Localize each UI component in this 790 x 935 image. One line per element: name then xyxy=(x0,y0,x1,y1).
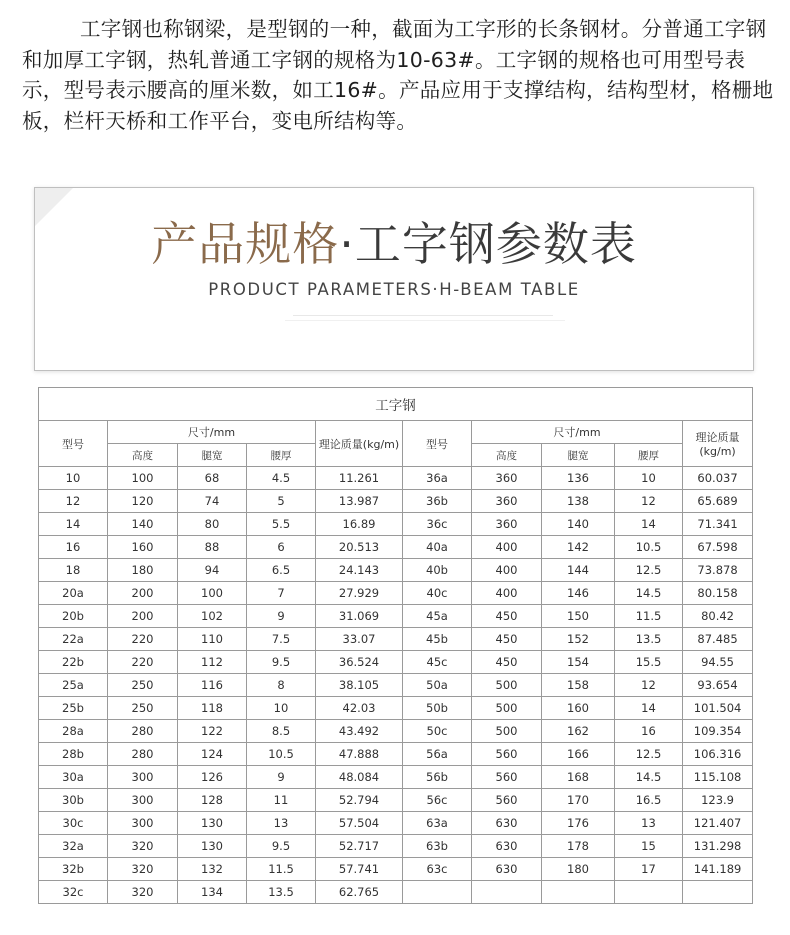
model-cell: 40c xyxy=(403,582,472,605)
table-row xyxy=(39,559,753,582)
mass-cell: 42.03 xyxy=(316,697,403,720)
waist-thickness-cell: 10 xyxy=(615,467,683,490)
mass-cell: 11.261 xyxy=(316,467,403,490)
model-cell: 50b xyxy=(403,697,472,720)
mass-cell: 36.524 xyxy=(316,651,403,674)
height-cell: 560 xyxy=(472,743,542,766)
waist-thickness-cell: 7.5 xyxy=(247,628,316,651)
height-cell: 250 xyxy=(108,697,178,720)
table-body xyxy=(39,467,753,904)
header-mass-right-line2: (kg/m) xyxy=(699,445,736,458)
model-cell: 18 xyxy=(39,559,108,582)
mass-cell: 93.654 xyxy=(683,674,753,697)
waist-thickness-cell: 16 xyxy=(615,720,683,743)
waist-thickness-cell: 11.5 xyxy=(247,858,316,881)
waist-thickness-cell: 8.5 xyxy=(247,720,316,743)
model-cell xyxy=(403,881,472,904)
leg-width-cell: 140 xyxy=(542,513,615,536)
mass-cell: 73.878 xyxy=(683,559,753,582)
waist-thickness-cell: 11 xyxy=(247,789,316,812)
banner-title-dot: · xyxy=(339,217,355,271)
waist-thickness-cell: 11.5 xyxy=(615,605,683,628)
banner-title xyxy=(35,216,753,272)
waist-thickness-cell: 5 xyxy=(247,490,316,513)
mass-cell: 80.42 xyxy=(683,605,753,628)
waist-thickness-cell: 9.5 xyxy=(247,835,316,858)
mass-cell: 16.89 xyxy=(316,513,403,536)
height-cell: 300 xyxy=(108,812,178,835)
leg-width-cell: 170 xyxy=(542,789,615,812)
table-row xyxy=(39,674,753,697)
model-cell: 56c xyxy=(403,789,472,812)
mass-cell: 33.07 xyxy=(316,628,403,651)
model-cell: 30a xyxy=(39,766,108,789)
waist-thickness-cell: 13 xyxy=(615,812,683,835)
height-cell: 500 xyxy=(472,720,542,743)
mass-cell: 38.105 xyxy=(316,674,403,697)
header-model-right: 型号 xyxy=(403,421,472,467)
leg-width-cell: 74 xyxy=(178,490,247,513)
height-cell: 220 xyxy=(108,628,178,651)
height-cell: 360 xyxy=(472,467,542,490)
model-cell: 14 xyxy=(39,513,108,536)
model-cell: 63c xyxy=(403,858,472,881)
header-waist-thickness: 腰厚 xyxy=(247,444,316,467)
height-cell: 560 xyxy=(472,766,542,789)
model-cell: 36b xyxy=(403,490,472,513)
height-cell: 400 xyxy=(472,559,542,582)
waist-thickness-cell: 12 xyxy=(615,490,683,513)
table-row xyxy=(39,467,753,490)
model-cell: 30c xyxy=(39,812,108,835)
waist-thickness-cell: 14 xyxy=(615,697,683,720)
height-cell: 250 xyxy=(108,674,178,697)
mass-cell: 94.55 xyxy=(683,651,753,674)
table-row xyxy=(39,881,753,904)
waist-thickness-cell: 6 xyxy=(247,536,316,559)
leg-width-cell: 162 xyxy=(542,720,615,743)
mass-cell: 60.037 xyxy=(683,467,753,490)
model-cell: 25b xyxy=(39,697,108,720)
model-cell: 22b xyxy=(39,651,108,674)
model-cell: 32b xyxy=(39,858,108,881)
table-row xyxy=(39,651,753,674)
height-cell: 630 xyxy=(472,858,542,881)
leg-width-cell: 128 xyxy=(178,789,247,812)
model-cell: 36a xyxy=(403,467,472,490)
table-row xyxy=(39,582,753,605)
mass-cell: 106.316 xyxy=(683,743,753,766)
waist-thickness-cell: 12 xyxy=(615,674,683,697)
leg-width-cell: 88 xyxy=(178,536,247,559)
leg-width-cell: 146 xyxy=(542,582,615,605)
leg-width-cell: 138 xyxy=(542,490,615,513)
height-cell: 300 xyxy=(108,766,178,789)
table-row xyxy=(39,858,753,881)
height-cell: 200 xyxy=(108,605,178,628)
leg-width-cell: 94 xyxy=(178,559,247,582)
waist-thickness-cell: 14.5 xyxy=(615,582,683,605)
leg-width-cell: 132 xyxy=(178,858,247,881)
waist-thickness-cell: 17 xyxy=(615,858,683,881)
mass-cell xyxy=(683,881,753,904)
table-row xyxy=(39,812,753,835)
mass-cell: 24.143 xyxy=(316,559,403,582)
model-cell: 40a xyxy=(403,536,472,559)
waist-thickness-cell: 15.5 xyxy=(615,651,683,674)
model-cell: 45b xyxy=(403,628,472,651)
header-mass: 理论质量(kg/m) xyxy=(316,421,403,467)
height-cell: 400 xyxy=(472,582,542,605)
intro-paragraph: 工字钢也称钢梁，是型钢的一种，截面为工字形的长条钢材。分普通工字钢和加厚工字钢，热轧普通工字钢的规格为10-63#。工字钢的规格也可用型号表示，型号表示腰高的厘米数，如工16#。产品应用于支撑结构，结构型材，格栅地板，栏杆天桥和工作平台，变电所结构等。 xyxy=(22,17,774,133)
model-cell: 32c xyxy=(39,881,108,904)
spec-table xyxy=(38,387,753,904)
leg-width-cell: 136 xyxy=(542,467,615,490)
height-cell: 300 xyxy=(108,789,178,812)
height-cell: 360 xyxy=(472,490,542,513)
leg-width-cell: 122 xyxy=(178,720,247,743)
header-height-right: 高度 xyxy=(472,444,542,467)
banner-title-part1: 产品规格 xyxy=(151,217,340,271)
header-height: 高度 xyxy=(108,444,178,467)
waist-thickness-cell: 6.5 xyxy=(247,559,316,582)
mass-cell: 123.9 xyxy=(683,789,753,812)
height-cell: 100 xyxy=(108,467,178,490)
leg-width-cell: 130 xyxy=(178,812,247,835)
header-size: 尺寸/mm xyxy=(108,421,316,444)
mass-cell: 131.298 xyxy=(683,835,753,858)
height-cell: 450 xyxy=(472,651,542,674)
model-cell: 50c xyxy=(403,720,472,743)
banner-title-part2: 工字钢参数表 xyxy=(354,217,637,271)
mass-cell: 62.765 xyxy=(316,881,403,904)
waist-thickness-cell: 10.5 xyxy=(247,743,316,766)
mass-cell: 52.794 xyxy=(316,789,403,812)
header-model: 型号 xyxy=(39,421,108,467)
leg-width-cell xyxy=(542,881,615,904)
waist-thickness-cell: 4.5 xyxy=(247,467,316,490)
leg-width-cell: 160 xyxy=(542,697,615,720)
waist-thickness-cell: 13.5 xyxy=(615,628,683,651)
table-row xyxy=(39,789,753,812)
header-waist-thickness-right: 腰厚 xyxy=(615,444,683,467)
height-cell: 630 xyxy=(472,835,542,858)
waist-thickness-cell: 9 xyxy=(247,766,316,789)
mass-cell: 101.504 xyxy=(683,697,753,720)
model-cell: 28a xyxy=(39,720,108,743)
model-cell: 10 xyxy=(39,467,108,490)
waist-thickness-cell: 13 xyxy=(247,812,316,835)
waist-thickness-cell: 8 xyxy=(247,674,316,697)
table-row xyxy=(39,743,753,766)
height-cell: 160 xyxy=(108,536,178,559)
table-row xyxy=(39,628,753,651)
mass-cell: 71.341 xyxy=(683,513,753,536)
header-leg-width-right: 腿宽 xyxy=(542,444,615,467)
model-cell: 63a xyxy=(403,812,472,835)
table-row xyxy=(39,513,753,536)
waist-thickness-cell: 14.5 xyxy=(615,766,683,789)
table-row xyxy=(39,490,753,513)
mass-cell: 121.407 xyxy=(683,812,753,835)
mass-cell: 20.513 xyxy=(316,536,403,559)
height-cell: 450 xyxy=(472,628,542,651)
model-cell: 45c xyxy=(403,651,472,674)
leg-width-cell: 158 xyxy=(542,674,615,697)
height-cell: 320 xyxy=(108,858,178,881)
mass-cell: 47.888 xyxy=(316,743,403,766)
banner xyxy=(34,187,754,371)
mass-cell: 57.504 xyxy=(316,812,403,835)
mass-cell: 43.492 xyxy=(316,720,403,743)
table-row xyxy=(39,605,753,628)
table-caption: 工字钢 xyxy=(39,388,753,421)
model-cell: 20b xyxy=(39,605,108,628)
leg-width-cell: 110 xyxy=(178,628,247,651)
leg-width-cell: 116 xyxy=(178,674,247,697)
height-cell: 280 xyxy=(108,720,178,743)
leg-width-cell: 168 xyxy=(542,766,615,789)
height-cell xyxy=(472,881,542,904)
height-cell: 200 xyxy=(108,582,178,605)
mass-cell: 13.987 xyxy=(316,490,403,513)
table-row xyxy=(39,835,753,858)
model-cell: 22a xyxy=(39,628,108,651)
banner-divider xyxy=(285,320,565,321)
banner-subtitle: PRODUCT PARAMETERS·H-BEAM TABLE xyxy=(208,280,580,299)
model-cell: 45a xyxy=(403,605,472,628)
mass-cell: 80.158 xyxy=(683,582,753,605)
mass-cell: 31.069 xyxy=(316,605,403,628)
height-cell: 220 xyxy=(108,651,178,674)
mass-cell: 48.084 xyxy=(316,766,403,789)
table-row xyxy=(39,697,753,720)
model-cell: 28b xyxy=(39,743,108,766)
header-size-right: 尺寸/mm xyxy=(472,421,683,444)
leg-width-cell: 176 xyxy=(542,812,615,835)
height-cell: 320 xyxy=(108,881,178,904)
model-cell: 56b xyxy=(403,766,472,789)
model-cell: 12 xyxy=(39,490,108,513)
height-cell: 450 xyxy=(472,605,542,628)
leg-width-cell: 102 xyxy=(178,605,247,628)
waist-thickness-cell: 5.5 xyxy=(247,513,316,536)
header-mass-right-line1: 理论质量 xyxy=(695,431,740,444)
height-cell: 500 xyxy=(472,674,542,697)
waist-thickness-cell: 12.5 xyxy=(615,559,683,582)
leg-width-cell: 130 xyxy=(178,835,247,858)
height-cell: 280 xyxy=(108,743,178,766)
mass-cell: 115.108 xyxy=(683,766,753,789)
model-cell: 20a xyxy=(39,582,108,605)
waist-thickness-cell: 10 xyxy=(247,697,316,720)
leg-width-cell: 126 xyxy=(178,766,247,789)
leg-width-cell: 68 xyxy=(178,467,247,490)
banner-divider xyxy=(293,315,553,316)
leg-width-cell: 144 xyxy=(542,559,615,582)
leg-width-cell: 134 xyxy=(178,881,247,904)
waist-thickness-cell: 10.5 xyxy=(615,536,683,559)
leg-width-cell: 180 xyxy=(542,858,615,881)
waist-thickness-cell: 14 xyxy=(615,513,683,536)
model-cell: 32a xyxy=(39,835,108,858)
mass-cell: 57.741 xyxy=(316,858,403,881)
height-cell: 320 xyxy=(108,835,178,858)
table-row xyxy=(39,536,753,559)
waist-thickness-cell: 16.5 xyxy=(615,789,683,812)
height-cell: 360 xyxy=(472,513,542,536)
leg-width-cell: 166 xyxy=(542,743,615,766)
waist-thickness-cell xyxy=(615,881,683,904)
height-cell: 500 xyxy=(472,697,542,720)
model-cell: 36c xyxy=(403,513,472,536)
header-mass-right xyxy=(683,421,753,467)
mass-cell: 67.598 xyxy=(683,536,753,559)
model-cell: 63b xyxy=(403,835,472,858)
waist-thickness-cell: 9.5 xyxy=(247,651,316,674)
model-cell: 25a xyxy=(39,674,108,697)
model-cell: 30b xyxy=(39,789,108,812)
leg-width-cell: 154 xyxy=(542,651,615,674)
height-cell: 140 xyxy=(108,513,178,536)
leg-width-cell: 152 xyxy=(542,628,615,651)
mass-cell: 27.929 xyxy=(316,582,403,605)
waist-thickness-cell: 9 xyxy=(247,605,316,628)
leg-width-cell: 80 xyxy=(178,513,247,536)
height-cell: 560 xyxy=(472,789,542,812)
mass-cell: 109.354 xyxy=(683,720,753,743)
waist-thickness-cell: 12.5 xyxy=(615,743,683,766)
model-cell: 56a xyxy=(403,743,472,766)
mass-cell: 141.189 xyxy=(683,858,753,881)
table-row xyxy=(39,720,753,743)
height-cell: 400 xyxy=(472,536,542,559)
height-cell: 630 xyxy=(472,812,542,835)
mass-cell: 87.485 xyxy=(683,628,753,651)
table-row xyxy=(39,766,753,789)
model-cell: 50a xyxy=(403,674,472,697)
leg-width-cell: 178 xyxy=(542,835,615,858)
model-cell: 16 xyxy=(39,536,108,559)
header-leg-width: 腿宽 xyxy=(178,444,247,467)
mass-cell: 65.689 xyxy=(683,490,753,513)
leg-width-cell: 150 xyxy=(542,605,615,628)
leg-width-cell: 112 xyxy=(178,651,247,674)
height-cell: 180 xyxy=(108,559,178,582)
mass-cell: 52.717 xyxy=(316,835,403,858)
model-cell: 40b xyxy=(403,559,472,582)
leg-width-cell: 124 xyxy=(178,743,247,766)
waist-thickness-cell: 13.5 xyxy=(247,881,316,904)
leg-width-cell: 118 xyxy=(178,697,247,720)
leg-width-cell: 100 xyxy=(178,582,247,605)
waist-thickness-cell: 15 xyxy=(615,835,683,858)
height-cell: 120 xyxy=(108,490,178,513)
waist-thickness-cell: 7 xyxy=(247,582,316,605)
leg-width-cell: 142 xyxy=(542,536,615,559)
